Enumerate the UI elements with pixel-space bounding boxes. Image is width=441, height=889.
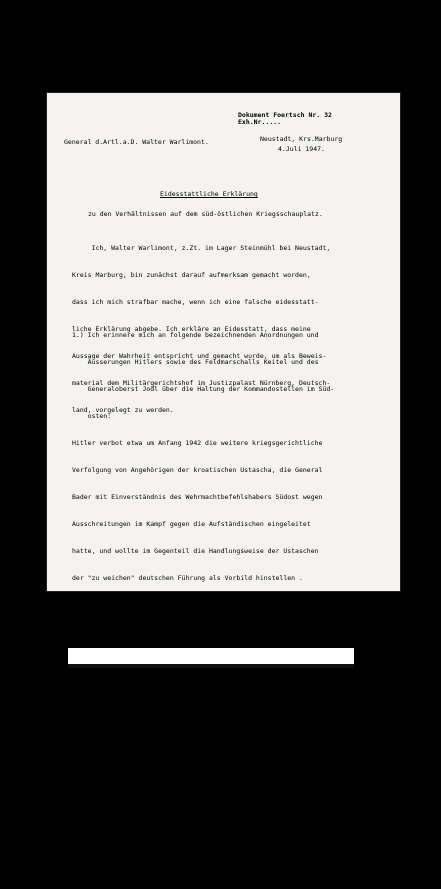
body-line: Hitler verbot etwa um Anfang 1942 die weitere kriegsgerichtliche [72,439,323,447]
intro-line: dass ich mich strafbar mache, wenn ich eine falsche eidesstatt- [72,298,319,306]
body-line: osten: [72,412,112,420]
body-paragraph [72,313,334,889]
place-date [260,134,342,154]
stamp-line-1: Dokument Foertsch Nr. 32 [238,111,332,119]
intro-line: Kreis Marburg, bin zunächst darauf aufmerksam gemacht worden, [72,271,311,279]
body-line: Aus gleichen Gründen erklärte Hitler wiederholt, die deutschen [72,601,315,609]
date: 4.Juli 1947. [278,145,325,153]
stamp-line-2: Exh.Nr..... [238,118,282,126]
body-line: Jodl verwarf im Verfolg der Anordnungen und im Auftrage Hitlers [72,790,319,798]
author-line: General d.Artl.a.D. Walter Warlimont. [64,138,209,146]
body-line: hatte, und wollte im Gegenteil die Handlungsweise der Ustaschen [72,547,319,555]
body-line: konnte. [72,763,100,771]
body-line: Generaloberst Jodl über die Haltung der Kommandostellen im Süd- [72,385,335,393]
body-line: Ausschreitungen im Kampf gegen die Aufständischen eingeleitet [72,520,311,528]
body-line: 1.) Ich erinnere mich an folgende bezeichnenden Anordnungen und [72,331,319,339]
document-title: Eidesstattliche Erklärung [160,190,258,198]
document-stamp [238,112,332,126]
body-line: weiteren Behandlung der Aufstandsbewegung im Südosten als "zu [72,844,311,852]
body-line: milde". [72,871,100,879]
body-line: Generale im Südosten sollten sich an Tito ein Beispiel nehmen, [72,628,315,636]
film-frame-divider [68,664,354,668]
body-line: Keitel legte eine Denkschrift des Generaloberst Löhr von Anfang [72,682,319,690]
intro-line: Ich, Walter Warlimont, z.Zt. im Lager Steinmühl bei Neustadt, [72,244,331,252]
intro-line: material dem Militärgerichtshof im Justizpalast Nürnberg, Deutsch- [72,379,331,387]
intro-line: land, vorgelegt zu werden. [72,406,174,414]
body-line: Bader mit Einverständnis des Wehrmachtbefehlshabers Südost wegen [72,493,323,501]
film-frame-strip [68,648,354,664]
body-line: 1943 nicht bei Hitler vor, weil sie den Anschein eines Ausweichens [72,709,331,717]
body-line: der "zu weichen" deutschen Führung als Vorbild hinstellen . [72,574,303,582]
document-subtitle: zu den Verhältnissen auf dem süd-östlichen Kriegsschauplatz. [88,210,323,218]
body-line: vor den von Hitler gewollten "drakonischen Massnahmen" wecken [72,736,311,744]
body-line: Verfolgung von Angehörigen der kroatischen Ustascha, die General [72,466,323,474]
place: Neustadt, Krs.Marburg [260,135,343,143]
body-line: Anfang 1942 die ihm von General Kuntze vorgelegten Pläne zur [72,817,307,825]
intro-line: Aussage der Wahrheit entspricht und gemacht wurde, um als Beweis- [72,352,327,360]
body-line: Äusserungen Hitlers sowie des Feldmarschalls Keitel und des [72,358,319,366]
intro-line: liche Erklärung abgebe. Ich erkläre an Eidesstatt, dass meine [72,325,311,333]
